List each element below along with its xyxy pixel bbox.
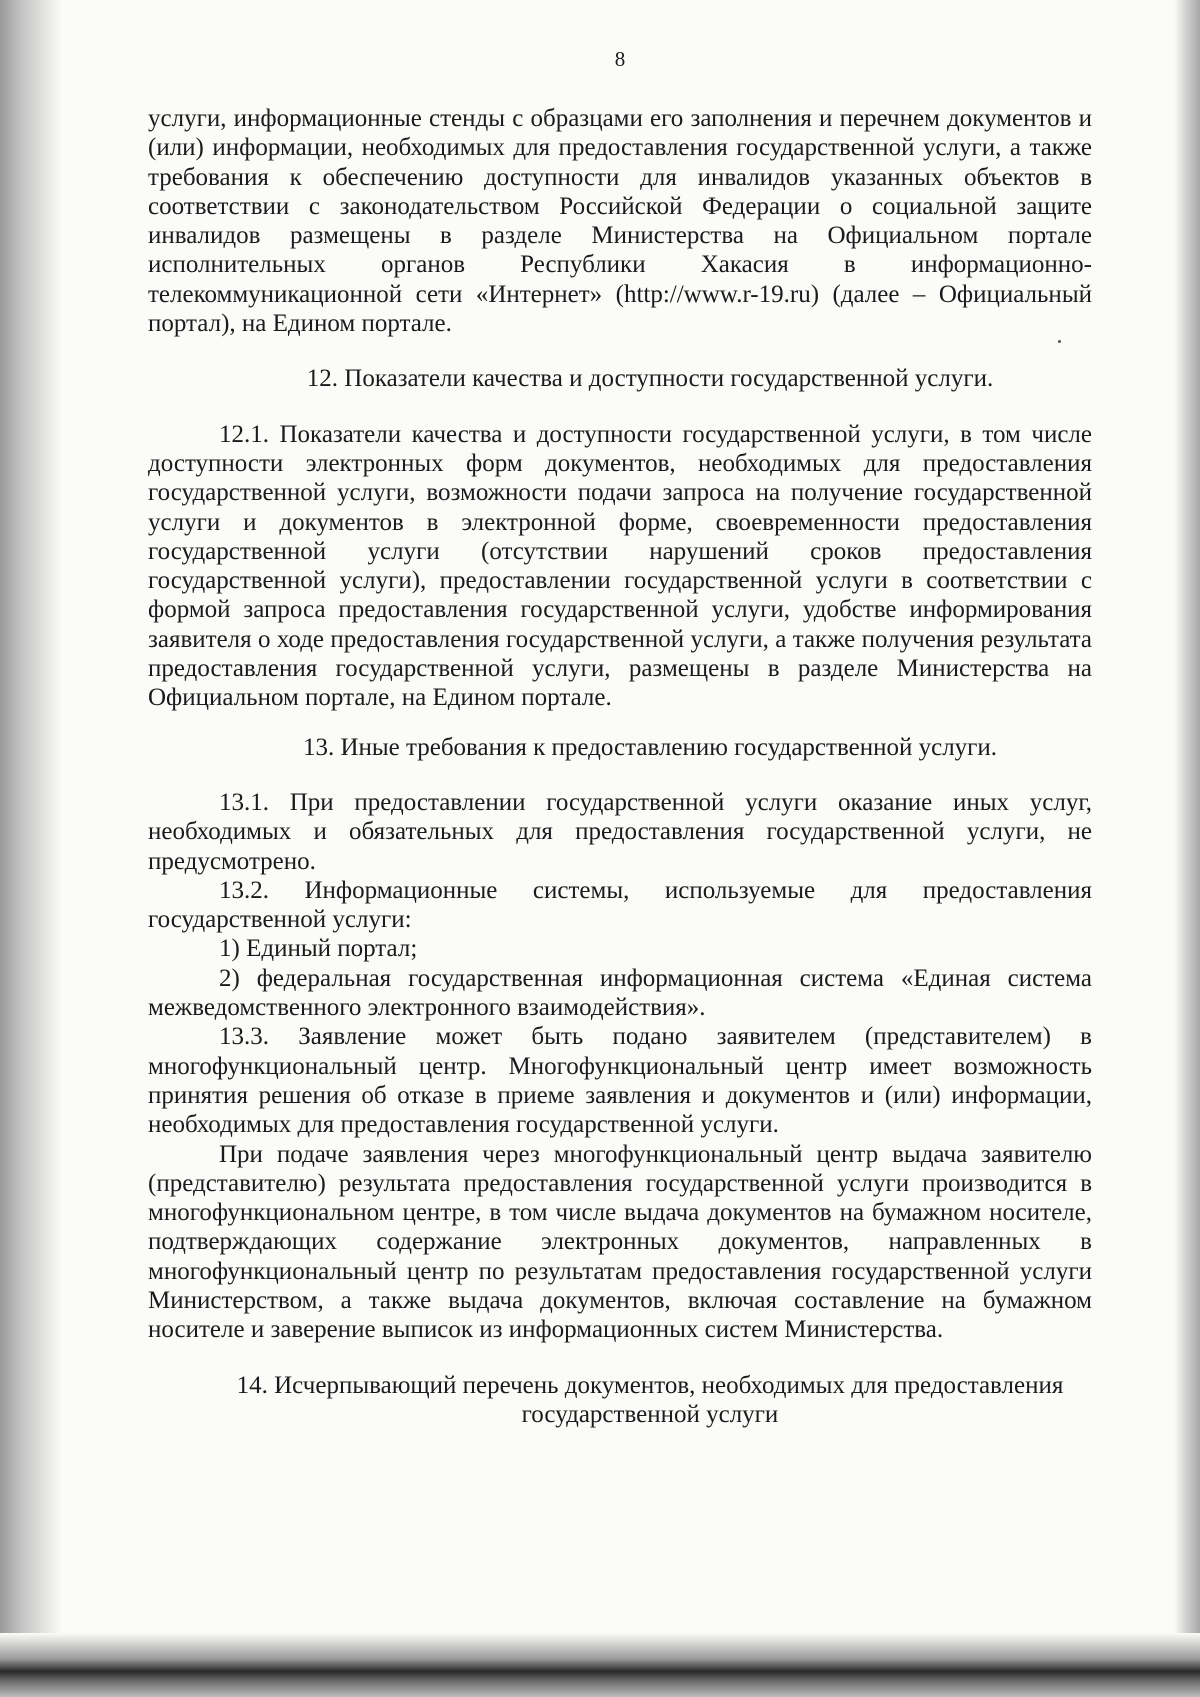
scan-shadow-left xyxy=(0,0,62,1697)
paragraph-13-3: 13.3. Заявление может быть подано заявителем (представителем) в многофункциональный центр. Многофункциональный центр имеет возможность принятия решения об отказе в приеме заявления и документов и (или) информации, необходимых для предоставления государственной услуги. xyxy=(148,1023,1092,1139)
paragraph-continuation: услуги, информационные стенды с образцами его заполнения и перечнем документов и (или) информации, необходимых для предоставления государственной услуги, а также требования к обеспечению доступности для инвалидов указанных объектов в соответствии с законодательством Российской Федерации о социальной защите инвалидов размещены в разделе Министерства на Официальном портале исполнительных органов Республики Хакасия в информационно-телекоммуникационной сети «Интернет» (http://www.r-19.ru) (далее – Официальный портал), на Едином портале. xyxy=(148,105,1092,338)
section-heading-12: 12. Показатели качества и доступности государственной услуги. xyxy=(306,365,994,393)
paragraph-13-2: 13.2. Информационные системы, используемые для предоставления государственной услуги: xyxy=(148,876,1092,934)
list-item-13-2-2: 2) федеральная государственная информационная система «Единая система межведомственного электронного взаимодействия». xyxy=(148,964,1092,1022)
section-heading-14: 14. Исчерпывающий перечень документов, необходимых для предоставления государственной услуги xyxy=(236,1371,1064,1428)
list-item-13-2-1: 1) Единый портал; xyxy=(219,935,418,963)
scan-shadow-bottom xyxy=(0,1633,1200,1697)
paragraph-12-1: 12.1. Показатели качества и доступности государственной услуги, в том числе доступности электронных форм документов, необходимых для предоставления государственной услуги, возможности подачи запроса на получение государственной услуги и документов в электронной форме, своевременности предоставления государственной услуги (отсутствии нарушений сроков предоставления государственной услуги), предоставлении государственной услуги в соответствии с формой запроса предоставления государственной услуги, удобстве информирования заявителя о ходе предоставления государственной услуги, а также получения результата предоставления государственной услуги, размещены в разделе Министерства на Официальном портале, на Едином портале. xyxy=(148,420,1092,712)
document-body xyxy=(148,104,1092,1429)
paragraph-13-3-continued: При подаче заявления через многофункциональный центр выдача заявителю (представителю) результата предоставления государственной услуги производится в многофункциональном центре, в том числе выдача документов на бумажном носителе, подтверждающих содержание электронных документов, направленных в многофункциональный центр по результатам предоставления государственной услуги Министерством, а также выдача документов, включая составление на бумажном носителе и заверение выписок из информационных систем Министерства. xyxy=(148,1140,1092,1344)
paragraph-13-1: 13.1. При предоставлении государственной услуги оказание иных услуг, необходимых и обязательных для предоставления государственной услуги, не предусмотрено. xyxy=(148,788,1092,875)
scan-speck xyxy=(1058,340,1061,343)
scan-shadow-right xyxy=(1174,0,1200,1697)
page-number: 8 xyxy=(614,47,626,71)
section-heading-13: 13. Иные требования к предоставлению государственной услуги. xyxy=(302,733,998,761)
